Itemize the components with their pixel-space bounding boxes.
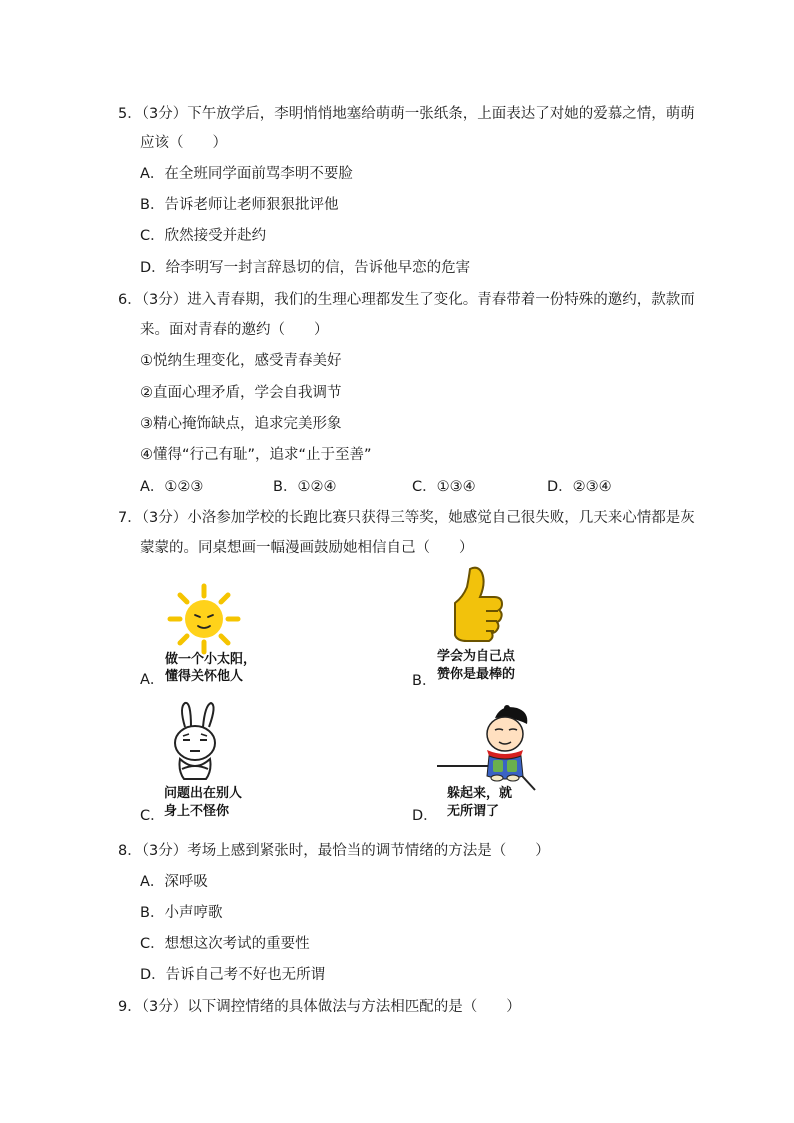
q6-options — [140, 477, 660, 497]
q8-option-a: A．深呼吸 — [140, 874, 208, 890]
q5-option-c: C．欣然接受并赴约 — [140, 228, 267, 244]
picture-d-caption-1: 躲起来，就 — [447, 786, 513, 801]
q6-option-a: A．①②③ — [140, 479, 204, 495]
rabbit-icon — [170, 699, 222, 785]
picture-c-letter: C． — [140, 808, 165, 824]
picture-a-caption-2: 懂得关怀他人 — [165, 669, 244, 684]
q5-stem-line2: 应该（ ） — [140, 135, 227, 151]
hiding-boy-icon — [437, 700, 547, 795]
picture-d-letter: D． — [412, 808, 438, 824]
q6-statement-3: ③精心掩饰缺点，追求完美形象 — [140, 416, 342, 432]
q8-stem: 8．（3分）考场上感到紧张时，最恰当的调节情绪的方法是（ ） — [118, 843, 550, 859]
q5-option-d: D．给李明写一封言辞恳切的信，告诉他早恋的危害 — [140, 260, 471, 276]
picture-a-caption-1: 做一个小太阳， — [165, 652, 257, 667]
q6-option-d: D．②③④ — [547, 479, 612, 495]
q6-statement-4: ④懂得“行己有耻”，追求“止于至善” — [140, 447, 372, 463]
q9-stem: 9．（3分）以下调控情绪的具体做法与方法相匹配的是（ ） — [118, 999, 521, 1015]
q6-stem-line2: 来。面对青春的邀约（ ） — [140, 322, 329, 338]
q7-stem-line1: 7．（3分）小洛参加学校的长跑比赛只获得三等奖，她感觉自己很失败，几天来心情都是灰 — [118, 510, 695, 526]
picture-c-caption-1: 问题出在别人 — [164, 786, 243, 801]
q8-option-c: C．想想这次考试的重要性 — [140, 936, 310, 952]
q6-stem-line1: 6．（3分）进入青春期，我们的生理心理都发生了变化。青春带着一份特殊的邀约，款款而 — [118, 292, 695, 308]
q7-stem-line2: 蒙蒙的。同桌想画一幅漫画鼓励她相信自己（ ） — [140, 540, 474, 556]
q5-option-a: A．在全班同学面前骂李明不要脸 — [140, 166, 353, 182]
q5-option-b: B．告诉老师让老师狠狠批评他 — [140, 197, 339, 213]
picture-b-letter: B． — [412, 673, 437, 689]
q6-option-b: B．①②④ — [273, 479, 337, 495]
sun-icon — [162, 582, 246, 656]
picture-b-caption-2: 赞你是最棒的 — [437, 667, 516, 682]
q8-option-b: B．小声哼歌 — [140, 905, 223, 921]
picture-d-caption-2: 无所谓了 — [447, 804, 500, 819]
q6-option-c: C．①③④ — [412, 479, 476, 495]
thumbs-up-icon — [448, 563, 506, 647]
picture-a-letter: A． — [140, 672, 165, 688]
picture-b-caption-1: 学会为自己点 — [437, 649, 516, 664]
q6-statement-1: ①悦纳生理变化，感受青春美好 — [140, 353, 342, 369]
q8-option-d: D．告诉自己考不好也无所谓 — [140, 967, 326, 983]
q6-statement-2: ②直面心理矛盾，学会自我调节 — [140, 385, 342, 401]
q5-stem-line1: 5．（3分）下午放学后，李明悄悄地塞给萌萌一张纸条，上面表达了对她的爱慕之情，萌萌 — [118, 106, 695, 122]
picture-c-caption-2: 身上不怪你 — [164, 804, 230, 819]
